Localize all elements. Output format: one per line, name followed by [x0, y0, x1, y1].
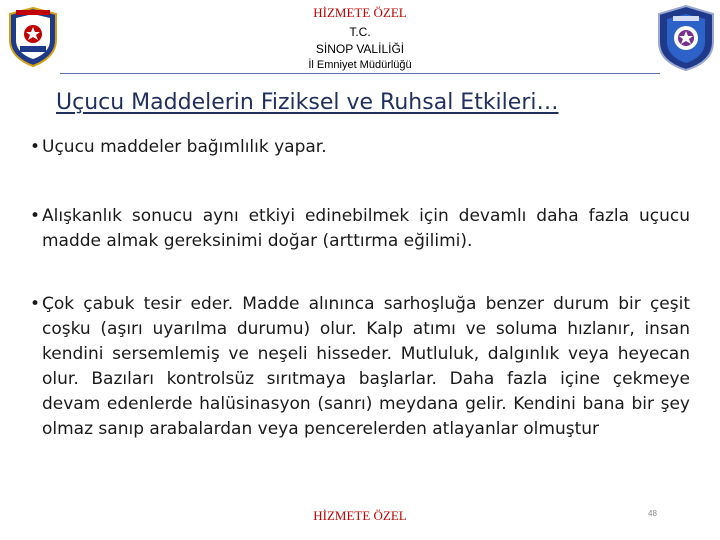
bullet-dot: • — [30, 137, 41, 157]
bullet-item — [30, 204, 690, 254]
slide-title: Uçucu Maddelerin Fiziksel ve Ruhsal Etkileri… — [56, 90, 559, 115]
emniyet-emblem-icon — [655, 4, 717, 72]
header-line-tc: T.C. — [349, 25, 371, 39]
footer-tag: HİZMETE ÖZEL — [313, 508, 407, 523]
bullet-text: Alışkanlık sonucu aynı etkiyi edinebilmek için devamlı daha fazla uçucu madde almak gereksinimi doğar (arttırma eğilimi). — [42, 206, 690, 251]
page-number: 48 — [648, 509, 657, 518]
header-divider — [60, 73, 660, 74]
bullet-dot: • — [30, 206, 41, 226]
header-tag: HİZMETE ÖZEL — [313, 5, 407, 20]
bullet-dot: • — [30, 294, 41, 314]
header-line-valilik: SİNOP VALİLİĞİ — [315, 42, 405, 56]
bullet-text: Çok çabuk tesir eder. Madde alınınca sarhoşluğa benzer durum bir çeşit coşku (aşırı uyarılma durumu) olur. Kalp atımı ve soluma hızlanır, insan kendini sersemlemiş ve neşeli hisseder. Mutluluk, dalgınlık veya heyecan olur. Bazıları kontrolsüz sırıtmaya başlarlar. Daha fazla içine çekmeye devam edenlerde halüsinasyon (sanrı) meydana gelir. Kendini bana bir şey olmaz sanıp arabalardan veya pencerelerden atlayanlar olmuştur — [42, 294, 690, 439]
header-line-mudurluk: İl Emniyet Müdürlüğü — [308, 59, 412, 71]
bullet-item — [30, 135, 690, 160]
police-badge-icon — [6, 6, 60, 68]
bullet-text: Uçucu maddeler bağımlılık yapar. — [42, 137, 327, 157]
bullet-item — [30, 292, 690, 442]
